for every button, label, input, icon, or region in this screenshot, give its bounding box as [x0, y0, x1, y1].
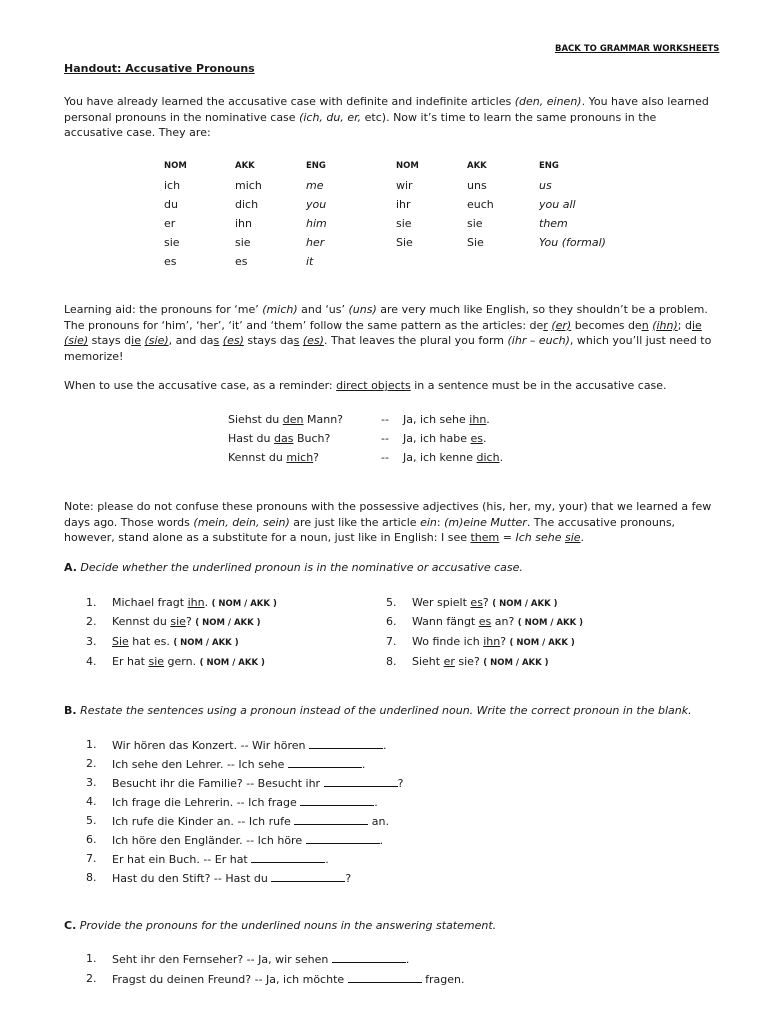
text: and ‘us’	[297, 303, 349, 316]
answer-blank[interactable]	[324, 776, 398, 787]
table-cell: du	[164, 198, 178, 211]
page-title: Handout: Accusative Pronouns	[64, 62, 255, 75]
text-underlined: them	[470, 531, 500, 544]
question-text: Er hat sie gern. ( NOM / AKK )	[112, 655, 265, 668]
question-text: Wer spielt es? ( NOM / AKK )	[412, 596, 558, 609]
text-italic: (ihn)	[652, 318, 678, 332]
answer-blank[interactable]	[271, 871, 345, 882]
example-separator: --	[381, 413, 389, 426]
question-number: 2.	[86, 972, 97, 985]
text: .	[580, 531, 585, 544]
question-number: 5.	[86, 814, 97, 827]
nom-akk-option[interactable]: ( NOM / AKK )	[173, 638, 239, 648]
question-text: Seht ihr den Fernseher? -- Ja, wir sehen .	[112, 953, 410, 966]
answer-blank[interactable]	[309, 738, 383, 749]
table-header-nom: NOM	[396, 161, 419, 171]
text-italic: ein	[420, 515, 437, 529]
example-question: Siehst du den Mann?	[228, 413, 344, 426]
question-number: 4.	[86, 655, 97, 668]
text-underlined: r	[543, 318, 548, 332]
table-cell: sie	[235, 236, 251, 249]
intro-text: . You have also learned personal pronouns in the nominative case	[64, 95, 709, 124]
text: , and	[168, 334, 200, 347]
table-header-akk: AKK	[467, 161, 487, 171]
table-cell: wir	[396, 179, 413, 192]
text: . The accusative pronouns, however, stand alone as a substitute for a noun, just like in English: I see	[64, 515, 676, 544]
text-italic: (er)	[551, 318, 572, 332]
table-cell: ihn	[235, 217, 252, 230]
example-question: Hast du das Buch?	[228, 432, 331, 445]
text-underlined: sie	[564, 531, 581, 544]
example-separator: --	[381, 451, 389, 464]
answer-blank[interactable]	[348, 972, 422, 983]
nom-akk-option[interactable]: ( NOM / AKK )	[483, 658, 549, 668]
table-cell: ihr	[396, 198, 411, 211]
question-text: Er hat ein Buch. -- Er hat .	[112, 853, 329, 866]
nom-akk-option[interactable]: ( NOM / AKK )	[199, 658, 265, 668]
question-number: 2.	[86, 757, 97, 770]
text-underlined: s	[213, 334, 220, 347]
learning-aid-paragraph	[64, 302, 714, 364]
text: :	[436, 515, 445, 529]
answer-blank[interactable]	[332, 952, 406, 963]
text-italic: Ich sehe	[515, 531, 565, 544]
table-cell: uns	[467, 179, 487, 192]
table-cell: mich	[235, 179, 262, 192]
text: de	[529, 318, 544, 332]
section-c-heading: C. Provide the pronouns for the underlined nouns in the answering statement.	[64, 919, 497, 932]
text: d	[124, 334, 132, 347]
text: , which you’ll just need to memorize!	[64, 334, 712, 363]
table-cell: er	[164, 217, 176, 230]
question-text: Wir hören das Konzert. -- Wir hören .	[112, 739, 387, 752]
nom-akk-option[interactable]: ( NOM / AKK )	[509, 638, 575, 648]
example-separator: --	[381, 432, 389, 445]
intro-text: etc). Now it’s time to learn the same pronouns in the accusative case. They are:	[64, 110, 657, 139]
section-b-heading: B. Restate the sentences using a pronoun instead of the underlined noun. Write the correct pronoun in the blank.	[64, 704, 692, 717]
table-header-nom: NOM	[164, 161, 187, 171]
question-number: 1.	[86, 952, 97, 965]
text-italic: (ihr – euch)	[507, 334, 570, 347]
table-cell: sie	[467, 217, 483, 230]
text: stays	[243, 334, 280, 347]
text: Note: please do not confuse these pronouns with the possessive adjectives (his, her, my, your) that we learned a few days ago. Those words	[64, 500, 712, 529]
text: are very much like English, so they shouldn’t be a problem. The pronouns for ‘him’, ‘her’, ‘it’ and ‘them’ follow the same pattern as the articles:	[64, 303, 708, 332]
nom-akk-option[interactable]: ( NOM / AKK )	[492, 599, 558, 609]
table-cell: you all	[539, 198, 576, 211]
table-cell: her	[306, 236, 325, 249]
question-number: 3.	[86, 776, 97, 789]
answer-blank[interactable]	[306, 833, 380, 844]
question-number: 4.	[86, 795, 97, 808]
question-text: Sie hat es. ( NOM / AKK )	[112, 635, 239, 648]
text: When to use the accusative case, as a reminder:	[64, 379, 337, 392]
intro-paragraph	[64, 94, 714, 141]
question-number: 1.	[86, 596, 97, 609]
question-number: 7.	[86, 852, 97, 865]
table-cell: es	[235, 255, 248, 268]
question-number: 7.	[386, 635, 397, 648]
table-cell: sie	[164, 236, 180, 249]
table-cell: them	[539, 217, 568, 230]
text: are just like the article	[289, 515, 421, 529]
text-underlined: ie	[131, 334, 141, 347]
nom-akk-option[interactable]: ( NOM / AKK )	[195, 618, 261, 628]
back-to-grammar-worksheets-link[interactable]: BACK TO GRAMMAR WORKSHEETS	[555, 44, 720, 54]
question-text: Fragst du deinen Freund? -- Ja, ich möchte fragen.	[112, 973, 465, 986]
table-cell: Sie	[396, 236, 413, 249]
table-cell: us	[539, 179, 552, 192]
table-header-eng: ENG	[539, 161, 559, 171]
question-number: 8.	[86, 871, 97, 884]
table-header-eng: ENG	[306, 161, 326, 171]
example-answer: Ja, ich kenne dich.	[403, 451, 504, 464]
text: becomes	[571, 318, 628, 332]
text-underlined: n	[641, 318, 649, 332]
example-answer: Ja, ich sehe ihn.	[403, 413, 490, 426]
question-number: 3.	[86, 635, 97, 648]
table-cell: euch	[467, 198, 494, 211]
text: . That leaves the plural you form	[323, 334, 508, 347]
table-cell: es	[164, 255, 177, 268]
text: de	[627, 318, 642, 332]
answer-blank[interactable]	[300, 795, 374, 806]
answer-blank[interactable]	[294, 814, 368, 825]
nom-akk-option[interactable]: ( NOM / AKK )	[211, 599, 277, 609]
question-text: Ich höre den Engländer. -- Ich höre .	[112, 834, 384, 847]
table-cell: me	[306, 179, 324, 192]
question-text: Sieht er sie? ( NOM / AKK )	[412, 655, 549, 668]
text: da	[279, 334, 294, 347]
text: =	[499, 531, 516, 544]
text: in a sentence must be in the accusative case.	[410, 379, 667, 392]
table-cell: Sie	[467, 236, 484, 249]
text: stays	[88, 334, 125, 347]
question-number: 1.	[86, 738, 97, 751]
nom-akk-option[interactable]: ( NOM / AKK )	[517, 618, 584, 628]
question-text: Ich rufe die Kinder an. -- Ich rufe an.	[112, 815, 389, 828]
question-number: 8.	[386, 655, 397, 668]
question-number: 5.	[386, 596, 397, 609]
question-number: 6.	[86, 833, 97, 846]
table-cell: ich	[164, 179, 181, 192]
question-number: 2.	[86, 615, 97, 628]
text-underlined: direct objects	[336, 379, 411, 392]
text-italic: (es)	[222, 334, 244, 347]
intro-text-italic: (den, einen)	[514, 95, 582, 108]
intro-text-italic: (ich, du, er,	[299, 110, 362, 124]
table-cell: him	[306, 217, 327, 230]
table-cell: dich	[235, 198, 259, 211]
text-italic: (m)eine Mutter	[444, 515, 527, 529]
text: ;	[677, 318, 685, 332]
question-text: Hast du den Stift? -- Hast du ?	[112, 872, 352, 885]
text: da	[199, 334, 214, 347]
text-italic: (mich)	[262, 303, 298, 316]
intro-text: You have already learned the accusative case with definite and indefinite articles	[64, 95, 515, 108]
table-header-akk: AKK	[235, 161, 255, 171]
example-answer: Ja, ich habe es.	[403, 432, 487, 445]
when-to-use-paragraph	[64, 378, 714, 394]
text-underlined: s	[293, 334, 300, 347]
note-paragraph	[64, 499, 714, 546]
table-cell: it	[306, 255, 314, 268]
text: Learning aid: the pronouns for ‘me’	[64, 303, 263, 316]
text: d	[684, 318, 692, 332]
question-text: Ich sehe den Lehrer. -- Ich sehe .	[112, 758, 366, 771]
text-italic: (sie)	[144, 334, 169, 347]
text-italic: (mein, dein, sein)	[193, 515, 290, 529]
question-text: Kennst du sie? ( NOM / AKK )	[112, 615, 261, 628]
table-cell: You (formal)	[539, 236, 606, 249]
answer-blank[interactable]	[288, 757, 362, 768]
table-cell: sie	[396, 217, 412, 230]
text-italic: (sie)	[64, 334, 89, 347]
question-text: Besucht ihr die Familie? -- Besucht ihr ?	[112, 777, 404, 790]
question-text: Wo finde ich ihn? ( NOM / AKK )	[412, 635, 575, 648]
example-question: Kennst du mich?	[228, 451, 320, 464]
text-italic: (es)	[302, 334, 324, 347]
section-a-heading: A. Decide whether the underlined pronoun is in the nominative or accusative case.	[64, 561, 523, 574]
text-underlined: ie	[691, 318, 702, 332]
question-number: 6.	[386, 615, 397, 628]
text-italic: (uns)	[348, 303, 377, 316]
question-text: Wann fängt es an? ( NOM / AKK )	[412, 615, 584, 628]
question-text: Michael fragt ihn. ( NOM / AKK )	[112, 596, 277, 609]
answer-blank[interactable]	[251, 852, 325, 863]
table-cell: you	[306, 198, 327, 211]
question-text: Ich frage die Lehrerin. -- Ich frage .	[112, 796, 378, 809]
